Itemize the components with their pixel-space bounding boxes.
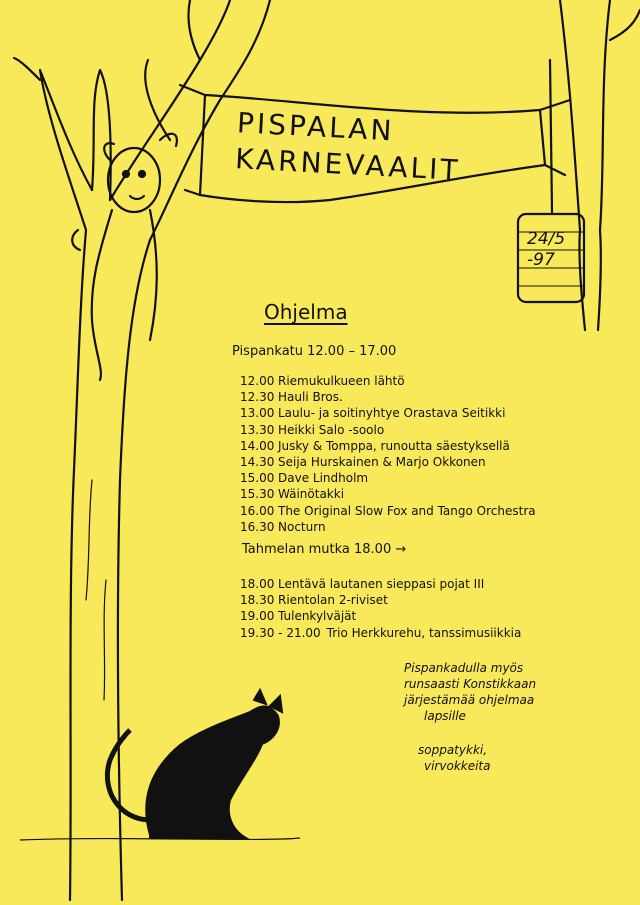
- note-line: virvokkeita: [424, 759, 491, 773]
- schedule-time: 15.00: [240, 471, 275, 486]
- schedule-time: 18.30: [240, 593, 275, 608]
- lantern-date: [527, 229, 573, 272]
- schedule-act: Seija Hurskainen & Marjo Okkonen: [278, 455, 486, 470]
- schedule-act: Tulenkylväjät: [278, 609, 357, 624]
- section-title-tahmelan-mutka: Tahmelan mutka 18.00 →: [242, 542, 407, 557]
- schedule-act: Riemukulkueen lähtö: [278, 374, 405, 388]
- schedule-act: The Original Slow Fox and Tango Orchestra: [278, 503, 536, 518]
- schedule-time: 12.30: [240, 390, 275, 405]
- tree-branch-left: [40, 70, 92, 230]
- tree-right: [560, 0, 610, 230]
- note-line: Pispankadulla myös: [404, 661, 524, 675]
- schedule-item: [240, 592, 521, 608]
- schedule-item: [240, 486, 536, 502]
- lantern-date-line-1: 24/5: [527, 229, 566, 249]
- schedule-time: 19.00: [240, 609, 275, 624]
- schedule-time: 12.00: [240, 374, 275, 388]
- schedule-act: Rientolan 2-riviset: [278, 593, 388, 608]
- note-children-program: [404, 660, 564, 724]
- schedule-time: 13.00: [240, 406, 275, 421]
- schedule-act: Lentävä lautanen sieppasi pojat III: [278, 577, 485, 591]
- schedule-act: Trio Herkkurehu, tanssimusiikkia: [326, 625, 522, 640]
- schedule-act: Laulu- ja soitinyhtye Orastava Seitikki: [278, 406, 506, 421]
- tree-trunk: [70, 230, 86, 900]
- schedule-time: 13.30: [240, 422, 275, 437]
- schedule-item: [240, 503, 536, 519]
- schedule-time: 18.00: [240, 577, 275, 591]
- schedule-item: [240, 454, 536, 470]
- note-refreshments: [418, 742, 548, 774]
- schedule-list-pispankatu: [240, 373, 536, 535]
- page-title: Ohjelma: [264, 300, 348, 324]
- note-line: soppatykki,: [418, 743, 488, 757]
- schedule-time: 16.30: [240, 519, 275, 534]
- schedule-act: Heikki Salo -soolo: [278, 422, 385, 437]
- schedule-item: [240, 405, 536, 421]
- schedule-act: Wäinötakki: [278, 487, 345, 502]
- lantern-string: [550, 60, 552, 212]
- note-line: järjestämää ohjelmaa: [404, 693, 535, 707]
- schedule-item: [240, 373, 536, 389]
- lantern-date-line-2: -97: [527, 250, 555, 271]
- cat-figure: [107, 690, 282, 838]
- section-title-pispankatu: Pispankatu 12.00 – 17.00: [232, 344, 397, 359]
- schedule-item: [240, 389, 536, 405]
- schedule-item: [240, 438, 536, 454]
- schedule-item: [240, 576, 521, 592]
- schedule-item: [240, 470, 536, 486]
- schedule-time: 14.00: [240, 438, 275, 453]
- schedule-list-tahmelan-mutka: [240, 576, 521, 641]
- schedule-time: 19.30 - 21.00: [240, 625, 321, 640]
- schedule-time: 16.00: [240, 503, 275, 518]
- schedule-act: Hauli Bros.: [278, 390, 343, 405]
- schedule-item: [240, 608, 521, 624]
- schedule-item: [240, 625, 521, 641]
- banner-title: [234, 105, 497, 191]
- schedule-time: 14.30: [240, 455, 275, 470]
- schedule-item: [240, 422, 536, 438]
- note-line: lapsille: [424, 709, 466, 723]
- banner-line-1: PISPALAN: [236, 106, 396, 148]
- schedule-time: 15.30: [240, 487, 275, 502]
- note-line: runsaasti Konstikkaan: [404, 677, 537, 691]
- schedule-act: Nocturn: [278, 519, 326, 534]
- schedule-item: [240, 519, 536, 535]
- dog-figure: [72, 134, 177, 380]
- schedule-act: Dave Lindholm: [278, 471, 369, 486]
- schedule-act: Jusky & Tomppa, runoutta säestyksellä: [278, 438, 510, 453]
- banner-line-2: KARNEVAALIT: [234, 142, 462, 188]
